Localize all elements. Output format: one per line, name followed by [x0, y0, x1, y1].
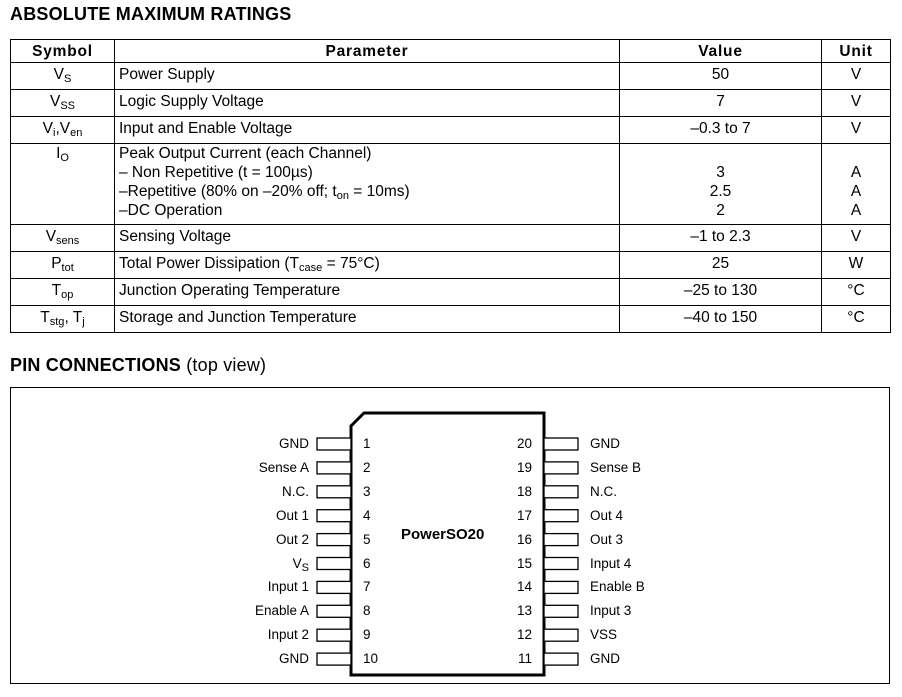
pin-label: Out 1 [275, 507, 309, 523]
pin-lead [544, 629, 578, 641]
pin-number: 18 [516, 483, 532, 499]
value-cell: 3 2.5 2 [620, 144, 822, 225]
pin-label: Input 1 [267, 579, 309, 595]
pin-number: 14 [516, 579, 532, 595]
pin-lead [317, 462, 351, 474]
pin-number: 9 [363, 627, 371, 643]
header-symbol: Symbol [11, 40, 115, 63]
unit-cell: A A A [822, 144, 891, 225]
value-cell: –40 to 150 [620, 306, 822, 333]
package-name: PowerSO20 [401, 526, 485, 543]
pin-label: Sense B [590, 459, 642, 475]
pin-label: GND [279, 651, 309, 667]
parameter-cell: Total Power Dissipation $(T_{case} = 75^\circ C)$ [115, 252, 620, 279]
ratings-title: ABSOLUTE MAXIMUM RATINGS [10, 4, 292, 24]
pin-label: N.C. [282, 483, 309, 499]
pin-lead [544, 653, 578, 665]
pin-lead [317, 558, 351, 570]
value-cell: 7 [620, 90, 822, 117]
table-row [11, 63, 891, 90]
symbol-cell: $V_S$ [11, 63, 115, 90]
symbol-cell: $P_{tot}$ [11, 252, 115, 279]
parameter-cell: Sensing Voltage [115, 225, 620, 252]
pin-lead [317, 581, 351, 593]
header-value: Value [620, 40, 822, 63]
pin-lead [317, 653, 351, 665]
pin-label: Input 4 [590, 555, 632, 571]
pin-number: 8 [363, 603, 371, 619]
pin-connections-title: PIN CONNECTIONS (top view) [10, 355, 267, 375]
pin-connections-subtitle: (top view) [186, 355, 267, 375]
unit-cell: V [822, 225, 891, 252]
table-row [11, 144, 891, 225]
pin-number: 2 [363, 459, 371, 475]
pin-label: $V_S$ [292, 555, 309, 574]
parameter-cell: Junction Operating Temperature [115, 279, 620, 306]
pin-label: VSS [590, 627, 618, 643]
pin-number: 6 [363, 555, 371, 571]
pin-label: Out 2 [275, 531, 309, 547]
header-parameter: Parameter [115, 40, 620, 63]
pin-label: GND [279, 436, 309, 451]
pin-lead [317, 510, 351, 522]
pin-lead [317, 534, 351, 546]
parameter-cell: Input and Enable Voltage [115, 117, 620, 144]
table-row [11, 225, 891, 252]
unit-cell: V [822, 63, 891, 90]
value-cell: –0.3 to 7 [620, 117, 822, 144]
pin-number: 12 [516, 627, 532, 643]
param-line: – Non Repetitive (t = 100µs) [119, 164, 313, 181]
pin-lead [544, 462, 578, 474]
value-cell: 50 [620, 63, 822, 90]
table-row [11, 306, 891, 333]
parameter-cell: Logic Supply Voltage [115, 90, 620, 117]
value-cell: –25 to 130 [620, 279, 822, 306]
pin-lead [317, 629, 351, 641]
pin-lead [544, 510, 578, 522]
table-row [11, 279, 891, 306]
unit-cell: V [822, 90, 891, 117]
table-header-row [11, 40, 891, 63]
pin-number: 4 [363, 507, 371, 523]
param-line: –Repetitive (80% on –20% off; $t_{on} = 10ms$) [119, 183, 410, 202]
unit-cell: °C [822, 306, 891, 333]
value-cell: 25 [620, 252, 822, 279]
pin-label: Input 2 [267, 627, 309, 643]
pin-number: 10 [363, 651, 379, 667]
symbol-cell: $V_{SS}$ [11, 90, 115, 117]
symbol-cell: $T_{stg}$, $T_j$ [11, 306, 115, 333]
param-title: Peak Output Current (each Channel) [119, 145, 372, 162]
pin-label: N.C. [590, 483, 617, 499]
pin-lead [317, 438, 351, 450]
pin-label: Input 3 [590, 603, 632, 619]
pin-number: 11 [517, 651, 532, 667]
pin-lead [544, 605, 578, 617]
pin-label: Sense A [258, 459, 309, 475]
pin-label: Out 4 [590, 507, 624, 523]
unit-cell: V [822, 117, 891, 144]
pin-lead [544, 438, 578, 450]
pin-number: 17 [516, 507, 532, 523]
pin-number: 19 [516, 459, 532, 475]
pin-number: 16 [516, 531, 532, 547]
pin-lead [317, 486, 351, 498]
symbol-cell: $V_i,V_{en}$ [11, 117, 115, 144]
pin-lead [317, 605, 351, 617]
pin-number: 1 [363, 436, 371, 451]
pin-lead [544, 558, 578, 570]
pin-number: 20 [516, 436, 532, 451]
pin-label: GND [590, 436, 620, 451]
pin-label: Out 3 [590, 531, 624, 547]
header-unit: Unit [822, 40, 891, 63]
pin-lead [544, 486, 578, 498]
pin-label: Enable B [590, 579, 645, 595]
table-row [11, 90, 891, 117]
unit-cell: °C [822, 279, 891, 306]
parameter-cell: Power Supply [115, 63, 620, 90]
ratings-table [10, 39, 891, 333]
parameter-cell: Storage and Junction Temperature [115, 306, 620, 333]
parameter-cell [115, 144, 620, 225]
pin-label: Enable A [254, 603, 309, 619]
param-line: –DC Operation [119, 202, 223, 219]
unit-cell: W [822, 252, 891, 279]
symbol-cell: $T_{op}$ [11, 279, 115, 306]
symbol-cell: $I_O$ [11, 144, 115, 225]
pin-number: 7 [363, 579, 371, 595]
value-cell: –1 to 2.3 [620, 225, 822, 252]
pin-number: 13 [516, 603, 532, 619]
pin-label: GND [590, 651, 620, 667]
symbol-cell: $V_{sens}$ [11, 225, 115, 252]
pin-number: 15 [516, 555, 532, 571]
pin-number: 3 [363, 483, 371, 499]
pin-lead [544, 581, 578, 593]
pin-lead [544, 534, 578, 546]
table-row [11, 252, 891, 279]
table-row [11, 117, 891, 144]
pin-diagram [10, 387, 890, 684]
pin-number: 5 [363, 531, 371, 547]
